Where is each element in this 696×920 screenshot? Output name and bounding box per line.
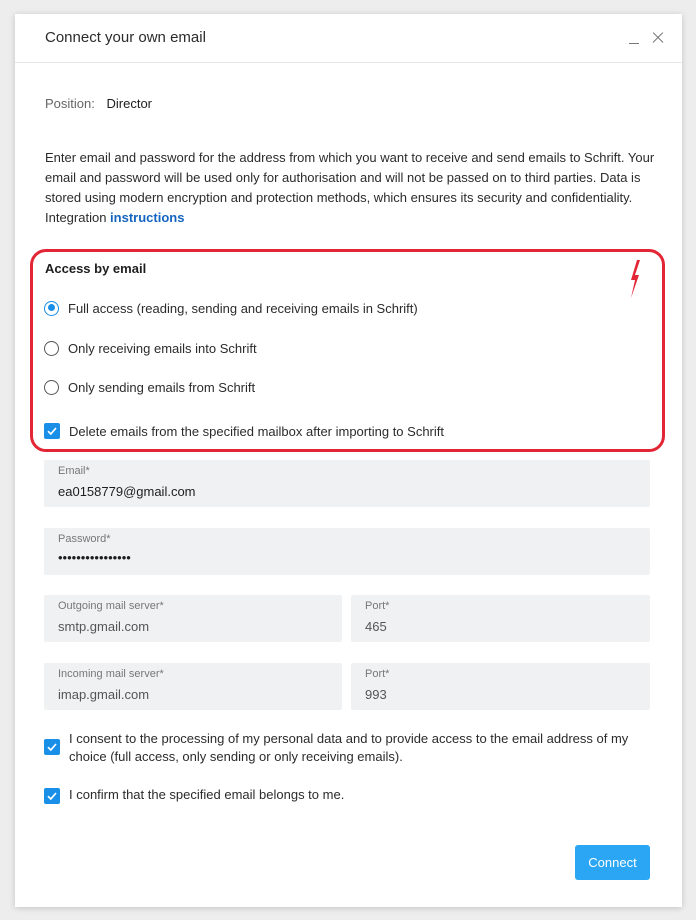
confirm-email-owner-row[interactable]	[44, 786, 654, 804]
consent-personal-data-row[interactable]	[44, 730, 654, 766]
incoming-server-input[interactable]	[58, 687, 326, 702]
red-annotation-mark	[629, 260, 643, 298]
radio-label-full-access: Full access (reading, sending and receiving emails in Schrift)	[68, 300, 418, 316]
outgoing-port-input[interactable]	[365, 619, 634, 634]
outgoing-server-field[interactable]	[44, 595, 342, 642]
incoming-port-input[interactable]	[365, 687, 634, 702]
instructions-link[interactable]: instructions	[110, 210, 185, 225]
outgoing-server-label: Outgoing mail server*	[58, 600, 164, 612]
minimize-icon[interactable]	[624, 28, 644, 48]
radio-label-only-receiving: Only receiving emails into Schrift	[68, 340, 257, 356]
position-value: Director	[106, 96, 153, 111]
incoming-port-field[interactable]	[351, 663, 650, 710]
access-title: Access by email	[45, 261, 147, 276]
email-field-label: Email*	[58, 465, 90, 477]
radio-unselected-icon[interactable]	[44, 380, 59, 395]
incoming-port-label: Port*	[365, 668, 390, 680]
checkbox-checked-icon[interactable]	[44, 423, 60, 439]
radio-selected-icon[interactable]	[44, 301, 59, 316]
password-field-label: Password*	[58, 533, 111, 545]
dialog-title: Connect your own email	[45, 29, 206, 46]
connect-button[interactable]: Connect	[575, 845, 650, 880]
radio-unselected-icon[interactable]	[44, 341, 59, 356]
radio-label-only-sending: Only sending emails from Schrift	[68, 379, 256, 395]
dialog-header	[15, 14, 682, 63]
password-field[interactable]	[44, 528, 650, 575]
radio-only-receiving[interactable]	[44, 338, 257, 358]
incoming-server-label: Incoming mail server*	[58, 668, 164, 680]
radio-only-sending[interactable]	[44, 377, 255, 397]
incoming-server-field[interactable]	[44, 663, 342, 710]
checkbox-checked-icon[interactable]	[44, 739, 60, 755]
position-label: Position:	[45, 96, 95, 111]
info-text-body: Enter email and password for the address from which you want to receive and send emails to Schrift. Your email and password will be used only for authorisation and will not be passed on to third parties. Data is stored using modern encryption and protection methods, which ensures its security and confidentiality. Integration	[45, 150, 655, 225]
delete-emails-label: Delete emails from the specified mailbox after importing to Schrift	[69, 423, 444, 439]
email-input[interactable]	[58, 484, 603, 499]
delete-emails-checkbox-row[interactable]	[44, 421, 444, 441]
close-icon[interactable]	[648, 28, 668, 48]
info-text	[45, 148, 655, 228]
confirm-email-owner-label: I confirm that the specified email belongs to me.	[69, 787, 345, 802]
connect-email-dialog	[15, 14, 682, 907]
email-field[interactable]	[44, 460, 650, 507]
position-row	[45, 96, 152, 111]
outgoing-server-input[interactable]	[58, 619, 326, 634]
checkbox-checked-icon[interactable]	[44, 788, 60, 804]
password-input[interactable]: ••••••••••••••••	[58, 550, 131, 565]
consent-personal-data-label: I consent to the processing of my personal data and to provide access to the email address of my choice (full access, only sending or only receiving emails).	[69, 731, 629, 764]
radio-full-access[interactable]	[44, 298, 418, 318]
outgoing-port-field[interactable]	[351, 595, 650, 642]
outgoing-port-label: Port*	[365, 600, 390, 612]
